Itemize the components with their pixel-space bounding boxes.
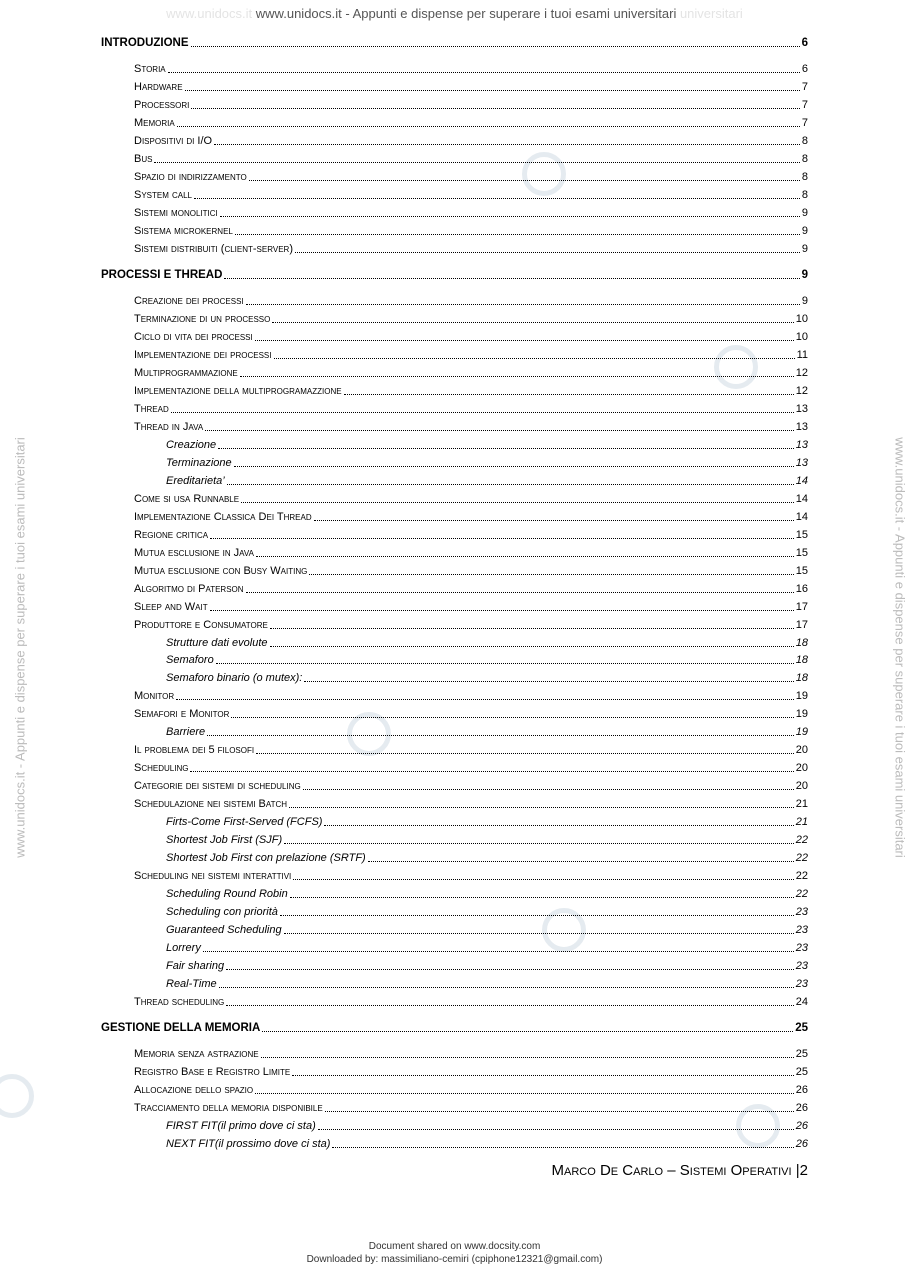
toc-leader-dots bbox=[261, 1057, 794, 1058]
toc-entry-title: Produttore e Consumatore bbox=[134, 618, 268, 631]
toc-entry-title: Implementazione Classica Dei Thread bbox=[134, 510, 312, 523]
toc-page-number: 7 bbox=[801, 98, 808, 111]
toc-section[interactable] bbox=[134, 615, 808, 632]
toc-section[interactable] bbox=[134, 597, 808, 614]
toc-leader-dots bbox=[219, 987, 794, 988]
toc-leader-dots bbox=[220, 216, 800, 217]
toc-leader-dots bbox=[234, 466, 794, 467]
footer-author-title: Marco De Carlo – Sistemi Operativi bbox=[551, 1162, 792, 1179]
toc-leader-dots bbox=[194, 198, 800, 199]
toc-entry-title: Categorie dei sistemi di scheduling bbox=[134, 780, 301, 793]
toc-subsection[interactable] bbox=[166, 920, 808, 937]
toc-leader-dots bbox=[235, 234, 800, 235]
toc-subsection[interactable] bbox=[166, 633, 808, 650]
toc-leader-dots bbox=[249, 180, 800, 181]
toc-leader-dots bbox=[318, 1129, 794, 1130]
toc-entry-title: Thread in Java bbox=[134, 421, 204, 434]
toc-page-number: 14 bbox=[795, 474, 808, 487]
toc-chapter[interactable] bbox=[101, 265, 808, 282]
download-notice bbox=[0, 1240, 909, 1266]
toc-page-number: 9 bbox=[801, 224, 808, 237]
toc-section[interactable] bbox=[134, 345, 808, 362]
toc-section[interactable] bbox=[134, 381, 808, 398]
toc-entry-title: Terminazione bbox=[166, 457, 232, 469]
toc-leader-dots bbox=[292, 1075, 793, 1076]
toc-leader-dots bbox=[303, 789, 794, 790]
toc-leader-dots bbox=[246, 304, 800, 305]
toc-section[interactable] bbox=[134, 525, 808, 542]
toc-subsection[interactable] bbox=[166, 435, 808, 452]
footer-page-number: 2 bbox=[799, 1162, 808, 1179]
toc-section[interactable] bbox=[134, 203, 808, 220]
toc-leader-dots bbox=[218, 448, 794, 449]
toc-leader-dots bbox=[210, 610, 794, 611]
toc-page-number: 23 bbox=[795, 959, 808, 972]
toc-page-number: 11 bbox=[796, 349, 808, 362]
toc-page-number: 8 bbox=[801, 188, 808, 201]
toc-page-number: 21 bbox=[795, 798, 808, 811]
toc-leader-dots bbox=[226, 1005, 794, 1006]
toc-entry-title: Ciclo di vita dei processi bbox=[134, 331, 253, 344]
toc-entry-title: PROCESSI E THREAD bbox=[101, 269, 223, 282]
toc-section[interactable] bbox=[134, 131, 808, 148]
toc-page-number: 15 bbox=[795, 564, 808, 577]
toc-subsection[interactable] bbox=[166, 938, 808, 955]
toc-page-number: 12 bbox=[795, 385, 808, 398]
toc-page-number: 14 bbox=[795, 492, 808, 505]
toc-section[interactable] bbox=[134, 561, 808, 578]
toc-page-number: 9 bbox=[801, 206, 808, 219]
page-footer: Marco De Carlo – Sistemi Operativi |2 bbox=[551, 1162, 808, 1179]
toc-section[interactable] bbox=[134, 1044, 808, 1061]
toc-page-number: 22 bbox=[795, 887, 808, 900]
toc-leader-dots bbox=[284, 933, 794, 934]
toc-entry-title: Sleep and Wait bbox=[134, 600, 208, 613]
toc-entry-title: Processori bbox=[134, 98, 190, 111]
toc-page-number: 15 bbox=[795, 528, 808, 541]
toc-leader-dots bbox=[304, 681, 793, 682]
toc-page-number: 18 bbox=[795, 654, 808, 667]
toc-leader-dots bbox=[270, 646, 794, 647]
toc-leader-dots bbox=[185, 90, 800, 91]
toc-leader-dots bbox=[168, 72, 800, 73]
toc-page-number: 6 bbox=[801, 37, 808, 49]
toc-entry-title: INTRODUZIONE bbox=[101, 37, 189, 49]
toc-section[interactable] bbox=[134, 740, 808, 757]
toc-page-number: 8 bbox=[801, 170, 808, 183]
toc-section[interactable] bbox=[134, 167, 808, 184]
toc-entry-title: Scheduling Round Robin bbox=[166, 887, 288, 900]
toc-section[interactable] bbox=[134, 59, 808, 76]
toc-leader-dots bbox=[256, 556, 794, 557]
toc-leader-dots bbox=[191, 46, 800, 47]
toc-subsection[interactable] bbox=[166, 453, 808, 470]
toc-leader-dots bbox=[325, 1111, 794, 1112]
toc-entry-title: Scheduling con priorità bbox=[166, 905, 278, 918]
toc-leader-dots bbox=[246, 592, 794, 593]
toc-leader-dots bbox=[231, 717, 793, 718]
toc-entry-title: Thread bbox=[134, 403, 169, 416]
toc-page-number: 15 bbox=[795, 546, 808, 559]
toc-leader-dots bbox=[171, 412, 794, 413]
toc-chapter[interactable] bbox=[101, 1018, 808, 1035]
toc-leader-dots bbox=[207, 735, 794, 736]
toc-page-number: 18 bbox=[795, 672, 808, 685]
toc-leader-dots bbox=[324, 825, 793, 826]
toc-leader-dots bbox=[295, 252, 800, 253]
toc-section[interactable] bbox=[134, 95, 808, 112]
toc-entry-title: GESTIONE DELLA MEMORIA bbox=[101, 1022, 261, 1035]
toc-page-number: 22 bbox=[795, 869, 808, 882]
toc-subsection[interactable] bbox=[166, 812, 808, 829]
toc-section[interactable] bbox=[134, 758, 808, 775]
watermark-logo-icon bbox=[0, 1074, 34, 1118]
toc-entry-title: Implementazione della multiprogramazzione bbox=[134, 385, 342, 398]
toc-page-number: 14 bbox=[795, 510, 808, 523]
watermark-text: www.unidocs.it - Appunti e dispense per superare i tuoi esami universitari bbox=[255, 6, 677, 21]
toc-section[interactable] bbox=[134, 1098, 808, 1115]
toc-section[interactable] bbox=[134, 309, 808, 326]
toc-entry-title: Shortest Job First con prelazione (SRTF) bbox=[166, 851, 366, 864]
toc-subsection[interactable] bbox=[166, 1134, 808, 1151]
toc-section[interactable] bbox=[134, 992, 808, 1009]
watermark-left: www.unidocs.it - Appunti e dispense per superare i tuoi esami universitari bbox=[12, 437, 28, 858]
toc-entry-title: Thread scheduling bbox=[134, 995, 225, 1008]
toc-entry-title: Mutua esclusione in Java bbox=[134, 546, 254, 559]
toc-page-number: 10 bbox=[795, 331, 808, 344]
toc-leader-dots bbox=[344, 394, 794, 395]
toc-entry-title: Memoria senza astrazione bbox=[134, 1048, 259, 1061]
toc-entry-title: Schedulazione nei sistemi Batch bbox=[134, 798, 288, 811]
toc-page-number: 16 bbox=[795, 582, 808, 595]
toc-entry-title: Dispositivi di I/O bbox=[134, 134, 213, 147]
toc-leader-dots bbox=[241, 502, 794, 503]
toc-entry-title: Terminazione di un processo bbox=[134, 313, 271, 326]
toc-page-number: 25 bbox=[795, 1066, 808, 1079]
toc-subsection[interactable] bbox=[166, 884, 808, 901]
toc-leader-dots bbox=[272, 322, 793, 323]
toc-entry-title: Hardware bbox=[134, 80, 183, 93]
toc-section[interactable] bbox=[134, 239, 808, 256]
toc-entry-title: Memoria bbox=[134, 116, 175, 129]
toc-section[interactable] bbox=[134, 866, 808, 883]
toc-page-number: 23 bbox=[795, 941, 808, 954]
toc-entry-title: System call bbox=[134, 188, 192, 201]
toc-leader-dots bbox=[256, 753, 794, 754]
toc-section[interactable] bbox=[134, 327, 808, 344]
toc-page-number: 26 bbox=[795, 1138, 808, 1151]
toc-subsection[interactable] bbox=[166, 668, 808, 685]
toc-section[interactable] bbox=[134, 417, 808, 434]
toc-leader-dots bbox=[240, 376, 794, 377]
toc-leader-dots bbox=[309, 574, 793, 575]
toc-entry-title: Spazio di indirizzamento bbox=[134, 170, 247, 183]
toc-leader-dots bbox=[210, 538, 794, 539]
watermark-top bbox=[0, 6, 909, 21]
toc-leader-dots bbox=[191, 108, 800, 109]
toc-section[interactable] bbox=[134, 704, 808, 721]
watermark-right: www.unidocs.it - Appunti e dispense per superare i tuoi esami universitari bbox=[892, 437, 908, 858]
toc-entry-title: FIRST FIT(il primo dove ci sta) bbox=[166, 1120, 316, 1133]
toc-subsection[interactable] bbox=[166, 471, 808, 488]
toc-page-number: 8 bbox=[801, 134, 808, 147]
toc-section[interactable] bbox=[134, 579, 808, 596]
toc-entry-title: Tracciamento della memoria disponibile bbox=[134, 1102, 323, 1115]
toc-subsection[interactable] bbox=[166, 650, 808, 667]
toc-subsection[interactable] bbox=[166, 974, 808, 991]
toc-leader-dots bbox=[154, 162, 799, 163]
toc-leader-dots bbox=[255, 1093, 794, 1094]
toc-leader-dots bbox=[176, 699, 794, 700]
shared-on-text: Document shared on www.docsity.com bbox=[368, 1241, 541, 1252]
toc-entry-title: Monitor bbox=[134, 690, 175, 703]
toc-entry-title: Registro Base e Registro Limite bbox=[134, 1066, 291, 1079]
toc-page-number: 25 bbox=[795, 1048, 808, 1061]
toc-subsection[interactable] bbox=[166, 722, 808, 739]
toc-section[interactable] bbox=[134, 1080, 808, 1097]
toc-entry-title: Algoritmo di Paterson bbox=[134, 582, 244, 595]
toc-leader-dots bbox=[284, 843, 794, 844]
toc-section[interactable] bbox=[134, 221, 808, 238]
toc-leader-dots bbox=[290, 897, 794, 898]
toc-page-number: 24 bbox=[795, 995, 808, 1008]
toc-page-number: 25 bbox=[795, 1022, 808, 1035]
toc-section[interactable] bbox=[134, 776, 808, 793]
toc-page-number: 12 bbox=[795, 367, 808, 380]
toc-entry-title: Semaforo binario (o mutex): bbox=[166, 672, 303, 685]
toc-section[interactable] bbox=[134, 291, 808, 308]
toc-page-number: 26 bbox=[795, 1084, 808, 1097]
toc-subsection[interactable] bbox=[166, 956, 808, 973]
toc-entry-title: Semafori e Monitor bbox=[134, 708, 230, 721]
toc-page-number: 22 bbox=[795, 833, 808, 846]
toc-section[interactable] bbox=[134, 507, 808, 524]
toc-subsection[interactable] bbox=[166, 902, 808, 919]
toc-entry-title: Bus bbox=[134, 152, 153, 165]
toc-entry-title: Semaforo bbox=[166, 654, 214, 667]
toc-subsection[interactable] bbox=[166, 848, 808, 865]
toc-leader-dots bbox=[190, 771, 793, 772]
toc-page-number: 13 bbox=[795, 421, 808, 434]
toc-page-number: 22 bbox=[795, 851, 808, 864]
toc-page-number: 9 bbox=[801, 295, 808, 308]
toc-entry-title: Fair sharing bbox=[166, 959, 225, 972]
toc-entry-title: Sistemi distribuiti (client-server) bbox=[134, 242, 293, 255]
toc-leader-dots bbox=[226, 969, 794, 970]
toc-page-number: 17 bbox=[795, 618, 808, 631]
toc-leader-dots bbox=[314, 520, 794, 521]
toc-leader-dots bbox=[214, 144, 800, 145]
toc-entry-title: Barriere bbox=[166, 726, 206, 739]
toc-page-number: 23 bbox=[795, 923, 808, 936]
toc-page-number: 20 bbox=[795, 744, 808, 757]
toc-leader-dots bbox=[224, 278, 799, 279]
toc-entry-title: Shortest Job First (SJF) bbox=[166, 833, 283, 846]
toc-section[interactable] bbox=[134, 686, 808, 703]
toc-page-number: 19 bbox=[795, 690, 808, 703]
toc-page-number: 13 bbox=[795, 457, 808, 469]
toc-leader-dots bbox=[289, 807, 794, 808]
toc-page-number: 7 bbox=[801, 80, 808, 93]
toc-leader-dots bbox=[332, 1147, 793, 1148]
toc-page-number: 19 bbox=[795, 726, 808, 739]
toc-page-number: 21 bbox=[795, 816, 808, 828]
toc-entry-title: NEXT FIT(il prossimo dove ci sta) bbox=[166, 1138, 331, 1151]
watermark-ghost-right: universitari bbox=[679, 6, 743, 21]
toc-entry-title: Multiprogrammazione bbox=[134, 367, 238, 380]
toc-page-number: 10 bbox=[795, 313, 808, 326]
toc-section[interactable] bbox=[134, 794, 808, 811]
watermark-ghost-left: www.unidocs.it bbox=[166, 6, 253, 21]
toc-page-number: 13 bbox=[795, 403, 808, 416]
toc-page-number: 9 bbox=[801, 242, 808, 255]
toc-page-number: 6 bbox=[801, 63, 808, 75]
toc-entry-title: Il problema dei 5 filosofi bbox=[134, 744, 255, 757]
toc-section[interactable] bbox=[134, 77, 808, 94]
toc-page-number: 13 bbox=[795, 439, 808, 452]
toc-section[interactable] bbox=[134, 399, 808, 416]
downloaded-by-text: Downloaded by: massimiliano-cemiri (cpiphone12321@gmail.com) bbox=[306, 1254, 603, 1265]
toc-page-number: 17 bbox=[795, 600, 808, 613]
toc-entry-title: Strutture dati evolute bbox=[166, 636, 268, 649]
toc-entry-title: Ereditarieta’ bbox=[166, 474, 225, 487]
toc-subsection[interactable] bbox=[166, 1116, 808, 1133]
toc-section[interactable] bbox=[134, 489, 808, 506]
toc-entry-title: Regione critica bbox=[134, 528, 209, 541]
toc-entry-title: Firts-Come First-Served (FCFS) bbox=[166, 816, 323, 828]
toc-page-number: 8 bbox=[801, 152, 808, 165]
toc-leader-dots bbox=[368, 861, 794, 862]
toc-entry-title: Scheduling bbox=[134, 762, 189, 775]
toc-entry-title: Sistemi monolitici bbox=[134, 206, 218, 219]
toc-page-number: 20 bbox=[795, 780, 808, 793]
toc-section[interactable] bbox=[134, 113, 808, 130]
toc-leader-dots bbox=[274, 358, 795, 359]
toc-entry-title: Scheduling nei sistemi interattivi bbox=[134, 869, 292, 882]
toc-subsection[interactable] bbox=[166, 830, 808, 847]
toc-entry-title: Sistema microkernel bbox=[134, 224, 233, 237]
toc-page-number: 19 bbox=[795, 708, 808, 721]
toc-page-number: 26 bbox=[795, 1102, 808, 1115]
toc-leader-dots bbox=[177, 126, 800, 127]
toc-entry-title: Lorrery bbox=[166, 941, 201, 954]
toc-entry-title: Storia bbox=[134, 63, 166, 75]
toc-page-number: 23 bbox=[795, 977, 808, 990]
toc-chapter[interactable] bbox=[101, 33, 808, 50]
toc-leader-dots bbox=[280, 915, 794, 916]
toc-section[interactable] bbox=[134, 1062, 808, 1079]
toc-entry-title: Creazione dei processi bbox=[134, 295, 244, 308]
toc-section[interactable] bbox=[134, 149, 808, 166]
toc-entry-title: Guaranteed Scheduling bbox=[166, 923, 282, 936]
toc-page-number: 23 bbox=[795, 905, 808, 918]
toc-leader-dots bbox=[216, 663, 794, 664]
toc-entry-title: Creazione bbox=[166, 439, 217, 452]
toc-page-number: 9 bbox=[801, 269, 808, 282]
toc-leader-dots bbox=[262, 1031, 793, 1032]
toc-entry-title: Mutua esclusione con Busy Waiting bbox=[134, 564, 308, 577]
toc-page-number: 7 bbox=[801, 116, 808, 129]
toc-page-number: 18 bbox=[795, 636, 808, 649]
toc-entry-title: Allocazione dello spazio bbox=[134, 1084, 254, 1097]
toc-section[interactable] bbox=[134, 363, 808, 380]
toc-section[interactable] bbox=[134, 185, 808, 202]
toc-leader-dots bbox=[255, 340, 794, 341]
toc-entry-title: Come si usa Runnable bbox=[134, 492, 240, 505]
toc-leader-dots bbox=[270, 628, 794, 629]
toc-leader-dots bbox=[205, 430, 794, 431]
toc-entry-title: Implementazione dei processi bbox=[134, 349, 272, 362]
toc-page-number: 20 bbox=[795, 762, 808, 775]
toc-page-number: 26 bbox=[795, 1120, 808, 1133]
toc-leader-dots bbox=[293, 879, 793, 880]
toc-leader-dots bbox=[227, 484, 794, 485]
toc-leader-dots bbox=[203, 951, 794, 952]
toc-section[interactable] bbox=[134, 543, 808, 560]
toc-entry-title: Real-Time bbox=[166, 977, 217, 990]
